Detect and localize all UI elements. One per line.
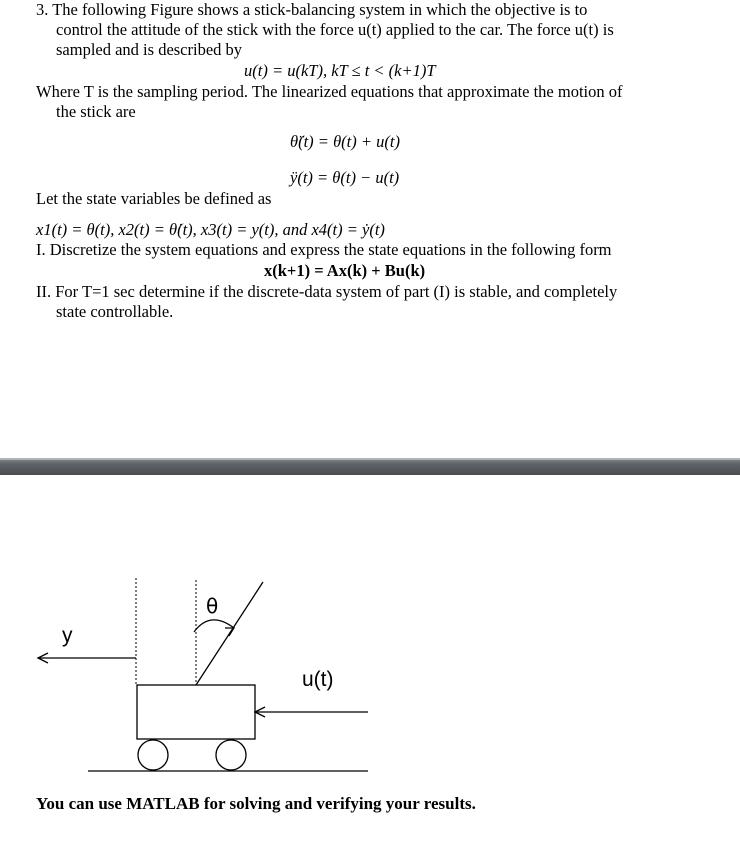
- problem-line-2: control the attitude of the stick with the force u(t) applied to the car. The force u(t) is: [56, 20, 614, 39]
- problem-line-3: sampled and is described by: [56, 40, 243, 59]
- cart-body: [137, 685, 255, 739]
- theta-label: θ: [206, 594, 219, 618]
- problem-line-1: 3. The following Figure shows a stick-balancing system in which the objective is to: [36, 0, 588, 19]
- theta-arc: [194, 620, 234, 632]
- equation-states-text: x1(t) = θ(t), x2(t) = θ̇(t), x3(t) = y(t), and x4(t) = ẏ(t): [36, 220, 385, 239]
- part-1-text: I. Discretize the system equations and express the state equations in the following form: [36, 240, 612, 259]
- problem-line-6: Let the state variables be defined as: [36, 189, 272, 208]
- problem-line-5: the stick are: [56, 102, 136, 121]
- u-label: u(t): [302, 668, 334, 691]
- equation-state-form: [264, 261, 425, 281]
- equation-u-sampled-text: u(t) = u(kT), kT ≤ t < (k+1)T: [244, 61, 436, 80]
- equation-y: [290, 168, 399, 188]
- problem-line-4: Where T is the sampling period. The linearized equations that approximate the motion of: [36, 82, 623, 101]
- equation-theta: [290, 132, 400, 152]
- left-wheel: [138, 740, 168, 770]
- theta-arrowhead: [225, 628, 234, 636]
- part-2-line-1: II. For T=1 sec determine if the discrete-data system of part (I) is stable, and completely: [36, 282, 618, 301]
- footer-note: You can use MATLAB for solving and verifying your results.: [36, 794, 476, 813]
- part-2-line-2: state controllable.: [56, 302, 174, 321]
- right-wheel: [216, 740, 246, 770]
- separator-bar-highlight: [0, 458, 740, 460]
- equation-theta-text: θ̈(t) = θ(t) + u(t): [290, 132, 400, 151]
- stick-balancing-figure: [0, 560, 740, 780]
- equation-state-form-text: x(k+1) = Ax(k) + Bu(k): [264, 261, 426, 280]
- equation-u-sampled: [244, 61, 436, 81]
- equation-states: [36, 220, 385, 240]
- separator-bar: [0, 458, 740, 475]
- y-label: y: [62, 624, 73, 647]
- equation-y-text: ÿ(t) = θ(t) − u(t): [290, 168, 400, 187]
